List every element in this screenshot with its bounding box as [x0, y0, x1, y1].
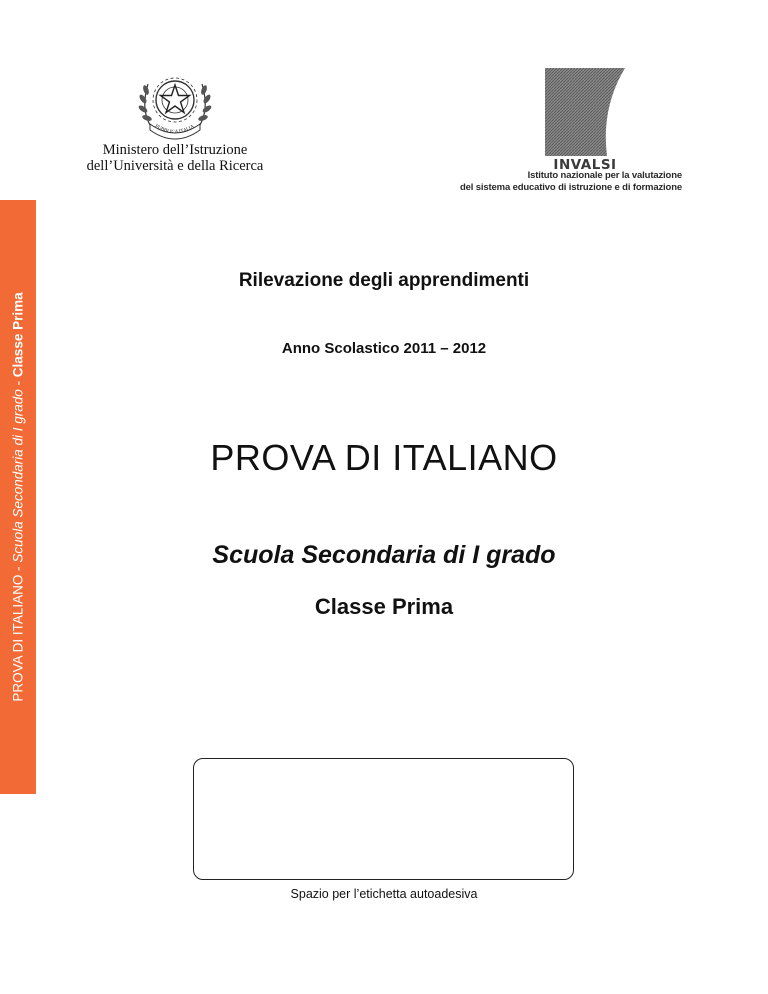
side-band-text-class: Classe Prima	[10, 292, 26, 378]
invalsi-desc-line-2: del sistema educativo di istruzione e di formazione	[460, 182, 682, 193]
sticker-label-area	[193, 758, 574, 880]
invalsi-desc-line-1: Istituto nazionale per la valutazione	[527, 170, 682, 181]
italian-republic-emblem-icon	[134, 66, 216, 142]
side-band-text-subject: PROVA DI ITALIANO -	[10, 562, 26, 702]
survey-title-text: Rilevazione degli apprendimenti	[238, 270, 530, 291]
sticker-label-caption: Spazio per l’etichetta autoadesiva	[290, 887, 478, 901]
side-band-text-separator: -	[10, 377, 26, 390]
school-year: Anno Scolastico 2011 – 2012	[281, 340, 487, 357]
ministry-line-2: dell’Università e della Ricerca	[86, 158, 264, 174]
test-title: PROVA DI ITALIANO	[210, 437, 558, 478]
side-band-text-school: Scuola Secondaria di I grado	[10, 389, 26, 563]
class-level: Classe Prima	[314, 594, 454, 619]
ministry-name	[40, 142, 310, 174]
invalsi-name: INVALSI	[553, 157, 617, 173]
invalsi-logo-icon	[545, 68, 625, 156]
ministry-line-1: Ministero dell’Istruzione	[102, 142, 248, 158]
survey-title	[0, 270, 768, 292]
emblem-ribbon-text: PUBBLICA ITALIA	[153, 124, 196, 136]
school-level: Scuola Secondaria di I grado	[212, 541, 556, 569]
invalsi-description	[460, 170, 682, 194]
